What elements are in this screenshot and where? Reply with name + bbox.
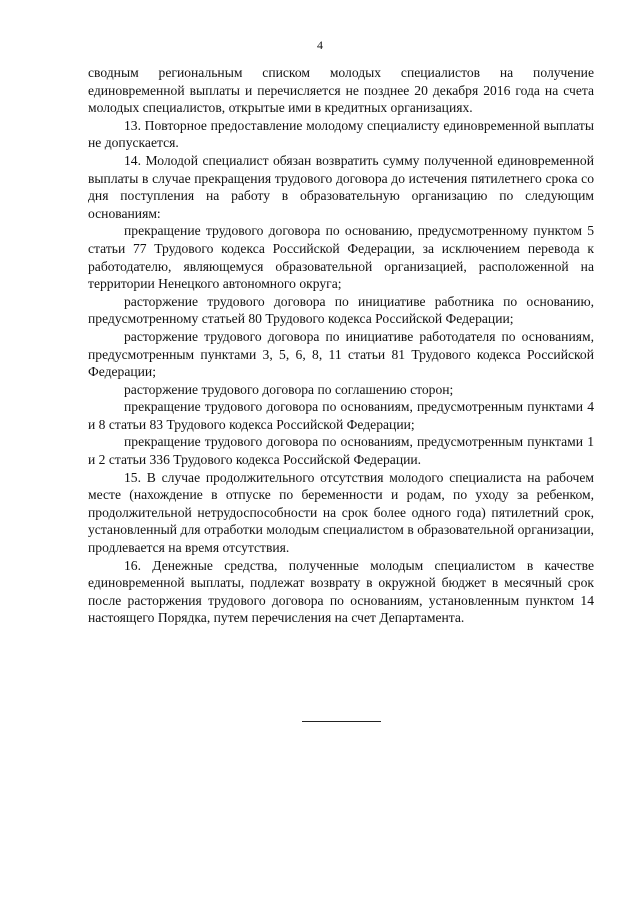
paragraph-ground-5: прекращение трудового договора по основаниям, предусмотренным пунктами 4 и 8 статьи 83 Трудового кодекса Российской Федерации; [88, 399, 594, 432]
page-number: 4 [317, 38, 323, 52]
paragraph-ground-4: расторжение трудового договора по соглашению сторон; [124, 381, 454, 397]
paragraph-ground-6: прекращение трудового договора по основаниям, предусмотренным пунктами 1 и 2 статьи 336 Трудового кодекса Российской Федерации. [88, 434, 594, 468]
paragraph-ground-2: расторжение трудового договора по инициативе работника по основанию, предусмотренному статьей 80 Трудового кодекса Российской Федерации; [88, 293, 594, 327]
paragraph-item-14: 14. Молодой специалист обязан возвратить сумму полученной единовременной выплаты в случае прекращения трудового договора до истечения пятилетнего срока со дня поступления на работу в образовательную организацию по следующим основаниям: [88, 152, 594, 221]
paragraph-ground-1: прекращение трудового договора по основанию, предусмотренному пунктом 5 статьи 77 Трудового кодекса Российской Федерации, за исключением перевода к работодателю, являющемуся образовательной организацией, расположенной на территории Ненецкого автономного округа; [88, 223, 594, 292]
paragraph-continuation: сводным региональным списком молодых специалистов на получение единовременной выплаты и перечисляется не позднее 20 декабря 2016 года на счета молодых специалистов, открытые ими в кредитных организациях. [88, 65, 594, 116]
document-body [88, 64, 594, 627]
paragraph-item-16: 16. Денежные средства, полученные молодым специалистом в качестве единовременной выплаты, подлежат возврату в окружной бюджет в месячный срок после расторжения трудового договора по основаниям, установленным пунктом 14 настоящего Порядка, путем перечисления на счет Департамента. [88, 557, 594, 626]
paragraph-item-15: 15. В случае продолжительного отсутствия молодого специалиста на рабочем месте (нахождение в отпуске по беременности и родам, по уходу за ребенком, продолжительной нетрудоспособности на срок более одного года) пятилетний срок, установленный для отработки молодым специалистом в образовательной организации, продлевается на время отсутствия. [88, 469, 594, 556]
end-separator-line [302, 721, 381, 722]
paragraph-item-13: 13. Повторное предоставление молодому специалисту единовременной выплаты не допускается. [88, 117, 594, 151]
paragraph-ground-3: расторжение трудового договора по инициативе работодателя по основаниям, предусмотренным пунктами 3, 5, 6, 8, 11 статьи 81 Трудового кодекса Российской Федерации; [88, 328, 594, 380]
